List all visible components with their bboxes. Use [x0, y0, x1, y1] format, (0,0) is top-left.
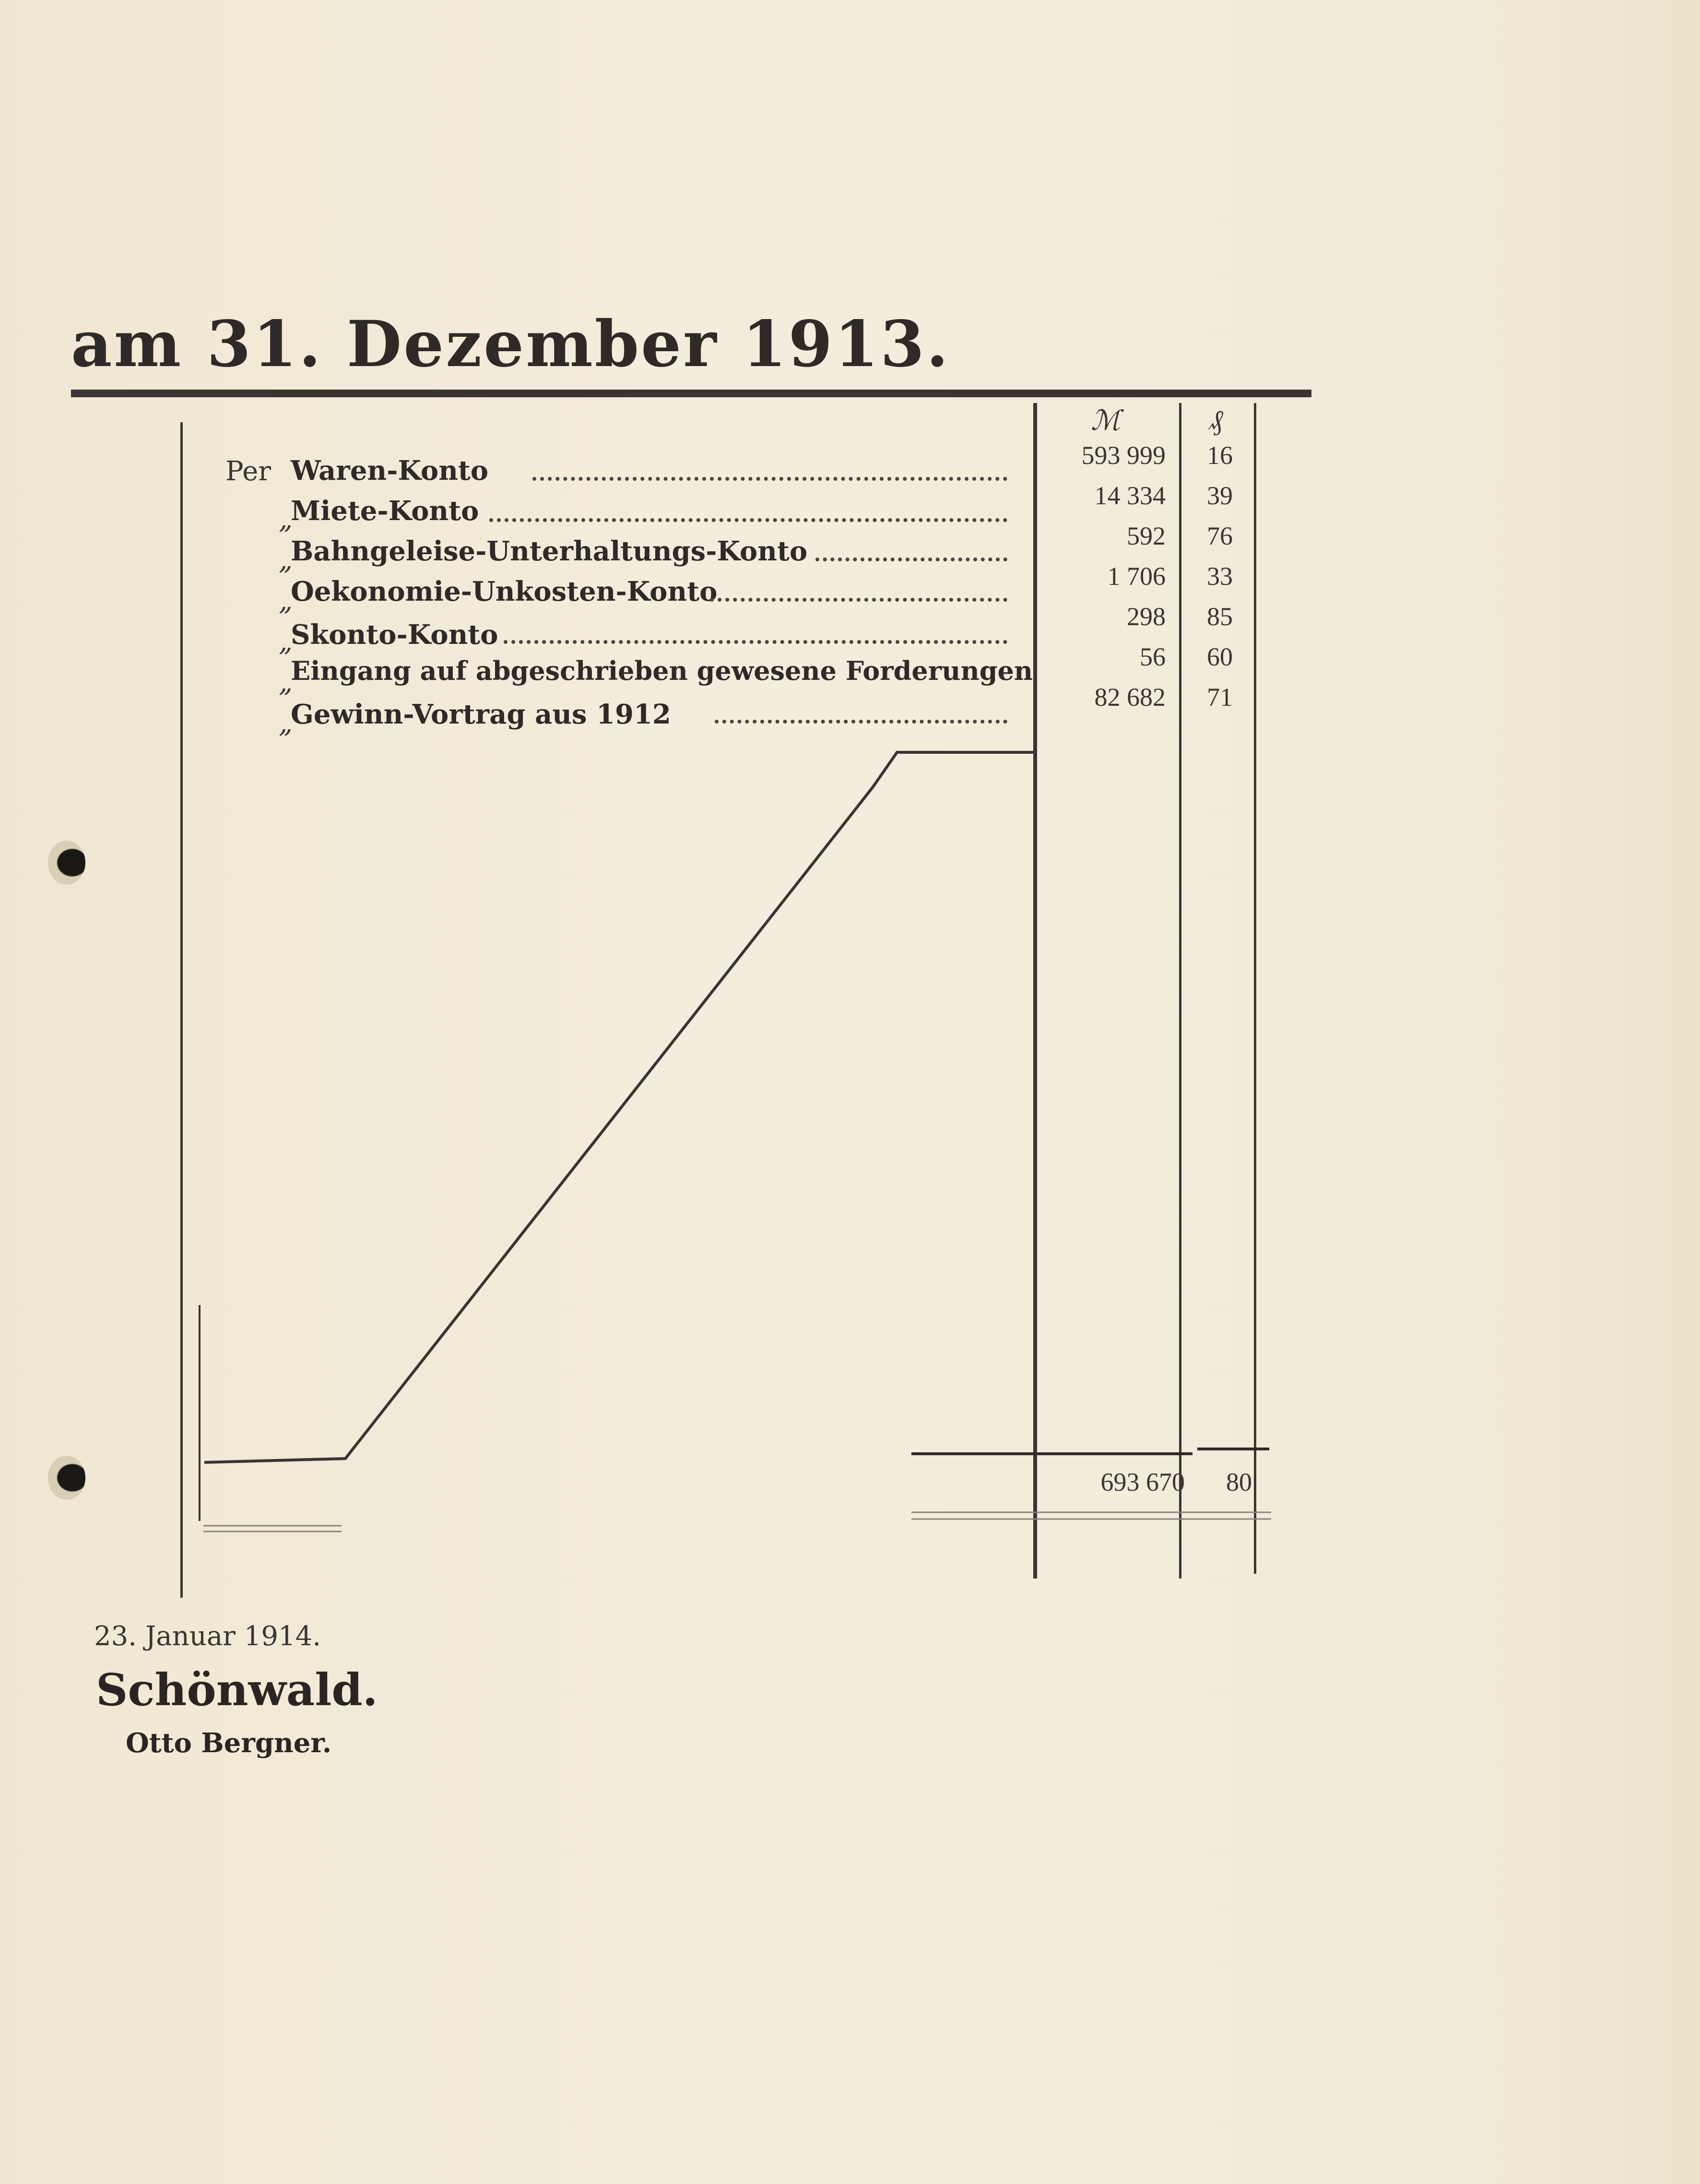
entry-pfennig: 76 — [1207, 522, 1233, 550]
entry-label: Eingang auf abgeschrieben gewesene Forderungen — [291, 655, 1033, 686]
entry-pfennig: 71 — [1207, 683, 1233, 712]
entry-pfennig: 39 — [1207, 481, 1233, 510]
total-pfennig: 80 — [1226, 1468, 1252, 1496]
entry-mark: 14 334 — [1094, 481, 1166, 510]
entry-mark: 592 — [1127, 522, 1166, 550]
footer-date: 23. Januar 1914. — [94, 1621, 321, 1652]
entry-mark: 82 682 — [1094, 683, 1166, 712]
entry-label: Waren-Konto — [291, 455, 489, 487]
entry-label: Gewinn-Vortrag aus 1912 — [291, 699, 671, 730]
entry-mark: 56 — [1140, 642, 1166, 671]
entry-prefix: „ — [278, 545, 293, 576]
footer-signatory: Otto Bergner. — [126, 1727, 332, 1759]
mark-column-header: ℳ — [1090, 405, 1121, 436]
entry-label: Oekonomie-Unkosten-Konto — [291, 576, 718, 607]
total-mark: 693 670 — [1100, 1468, 1185, 1496]
entry-prefix: „ — [278, 667, 293, 698]
entry-label: Bahngeleise-Unterhaltungs-Konto — [291, 535, 808, 567]
entry-prefix: Per — [225, 456, 272, 487]
entry-prefix: „ — [278, 585, 293, 617]
entry-pfennig: 85 — [1207, 602, 1233, 631]
footer-place: Schönwald. — [96, 1664, 378, 1716]
entry-prefix: „ — [278, 708, 293, 739]
entry-pfennig: 33 — [1207, 562, 1233, 591]
entry-mark: 1 706 — [1107, 562, 1166, 591]
entry-pfennig: 16 — [1207, 441, 1233, 470]
entry-mark: 298 — [1127, 602, 1166, 631]
entry-prefix: „ — [278, 504, 293, 535]
page-title: am 31. Dezember 1913. — [71, 307, 950, 381]
pfennig-column-header: ₰ — [1209, 404, 1223, 436]
entry-label: Miete-Konto — [291, 495, 479, 527]
entry-pfennig: 60 — [1207, 642, 1233, 671]
entry-mark: 593 999 — [1081, 441, 1166, 470]
entry-label: Skonto-Konto — [291, 619, 498, 651]
entry-prefix: „ — [278, 626, 293, 657]
